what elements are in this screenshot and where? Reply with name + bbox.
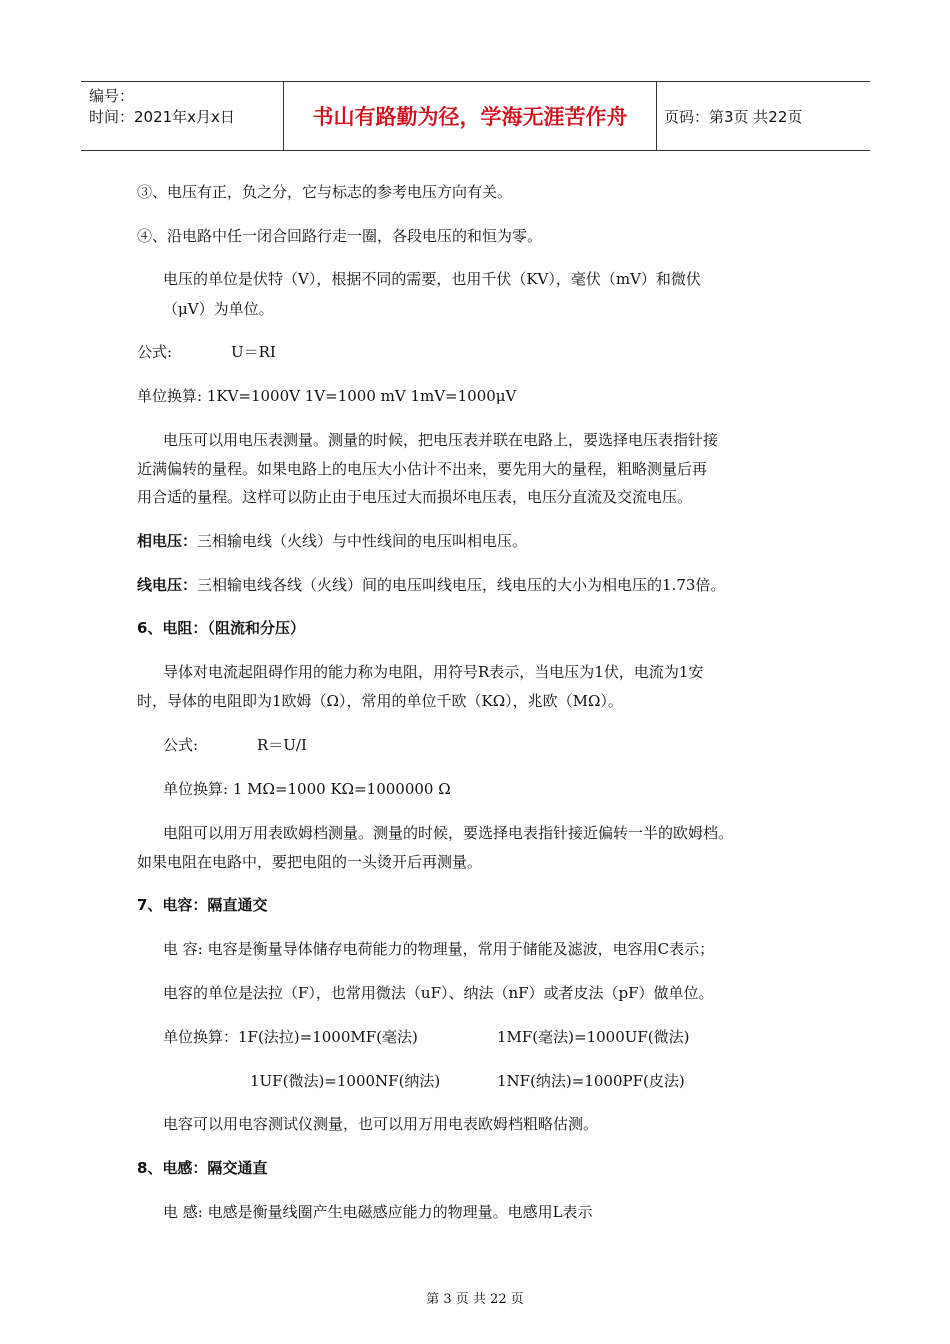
paragraph-line: 电压的单位是伏特（V），根据不同的需要，也用千伏（KV），毫伏（mV）和微伏 <box>163 270 701 288</box>
page-header <box>81 81 870 151</box>
unit-conversion: 单位换算: 1 MΩ=1000 KΩ=1000000 Ω <box>163 780 451 798</box>
unit-conversion: 1MF(毫法)=1000UF(微法) <box>497 1028 690 1046</box>
definition-text: 三相输电线（火线）与中性线间的电压叫相电压。 <box>197 532 528 550</box>
paragraph-line: 导体对电流起阻碍作用的能力称为电阻，用符号R表示，当电压为1伏，电流为1安 <box>163 663 704 681</box>
section-heading: 6、电阻：（阻流和分压） <box>137 619 305 637</box>
formula-label: 公式: <box>137 343 173 361</box>
header-motto: 书山有路勤为径，学海无涯苦作舟 <box>283 82 657 150</box>
unit-conversion: 1NF(纳法)=1000PF(皮法) <box>497 1072 685 1090</box>
paragraph-line: 电 感: 电感是衡量线圈产生电磁感应能力的物理量。电感用L表示 <box>163 1203 593 1221</box>
page-footer: 第 3 页 共 22 页 <box>426 1292 524 1307</box>
paragraph-line: 如果电阻在电路中，要把电阻的一头烫开后再测量。 <box>137 853 483 871</box>
header-page-label: 页码：第3页 共22页 <box>664 107 803 126</box>
document-number-label: 编号： <box>89 87 135 105</box>
paragraph-line: ③、电压有正，负之分，它与标志的参考电压方向有关。 <box>137 183 513 201</box>
section-heading: 7、电容：隔直通交 <box>137 896 268 914</box>
definition-text: 三相输电线各线（火线）间的电压叫线电压，线电压的大小为相电压的1.73倍。 <box>197 576 726 594</box>
definition-term: 线电压： <box>137 576 198 594</box>
unit-conversion: 单位换算：1F(法拉)=1000MF(毫法) <box>163 1028 418 1046</box>
section-heading: 8、电感：隔交通直 <box>137 1159 268 1177</box>
definition-term: 相电压： <box>137 532 198 550</box>
paragraph-line: 时，导体的电阻即为1欧姆（Ω），常用的单位千欧（KΩ），兆欧（MΩ）。 <box>137 692 623 710</box>
header-meta <box>89 86 235 128</box>
paragraph-line: 用合适的量程。这样可以防止由于电压过大而损坏电压表，电压分直流及交流电压。 <box>137 488 693 506</box>
paragraph-line: 电阻可以用万用表欧姆档测量。测量的时候，要选择电表指针接近偏转一半的欧姆档。 <box>163 824 734 842</box>
paragraph-line: 电 容: 电容是衡量导体储存电荷能力的物理量，常用于储能及滤波，电容用C表示； <box>163 940 715 958</box>
paragraph-line: ④、沿电路中任一闭合回路行走一圈，各段电压的和恒为零。 <box>137 227 543 245</box>
formula-value: U＝RI <box>231 343 276 361</box>
paragraph-line: （μV）为单位。 <box>163 300 274 318</box>
unit-conversion: 单位换算: 1KV=1000V 1V=1000 mV 1mV=1000μV <box>137 387 517 405</box>
unit-conversion: 1UF(微法)=1000NF(纳法) <box>250 1072 441 1090</box>
definition-line <box>137 574 725 595</box>
document-time-label: 时间：2021年x月x日 <box>89 108 235 126</box>
formula-label: 公式: <box>163 736 199 754</box>
paragraph-line: 电容的单位是法拉（F），也常用微法（uF）、纳法（nF）或者皮法（pF）做单位。 <box>163 984 714 1002</box>
paragraph-line: 电容可以用电容测试仪测量，也可以用万用电表欧姆档粗略估测。 <box>163 1115 599 1133</box>
definition-line <box>137 530 527 551</box>
formula-value: R＝U/I <box>257 736 307 754</box>
paragraph-line: 近满偏转的量程。如果电路上的电压大小估计不出来，要先用大的量程，粗略测量后再 <box>137 460 708 478</box>
paragraph-line: 电压可以用电压表测量。测量的时候，把电压表并联在电路上，要选择电压表指针接 <box>163 431 719 449</box>
